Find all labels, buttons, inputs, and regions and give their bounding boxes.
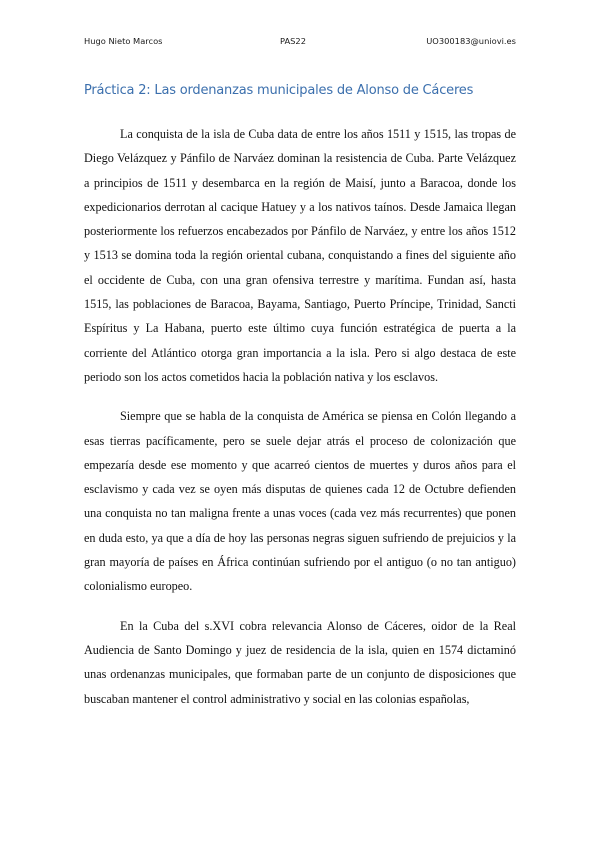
page-header (84, 36, 516, 50)
document-title: Práctica 2: Las ordenanzas municipales de Alonso de Cáceres (84, 83, 474, 98)
paragraph-3: En la Cuba del s.XVI cobra relevancia Alonso de Cáceres, oidor de la Real Audiencia de Santo Domingo y juez de residencia de la isla, quien en 1574 dictaminó unas ordenanzas municipales, que formaban parte de un conjunto de disposiciones que buscaban mantener el control administrativo y social en las colonias españolas, (84, 618, 516, 706)
document-body (84, 122, 516, 726)
paragraph-1: La conquista de la isla de Cuba data de entre los años 1511 y 1515, las tropas de Diego Velázquez y Pánfilo de Narváez dominan la resistencia de Cuba. Parte Velázquez a principios de 1511 y desembarca en la región de Maisí, junto a Baracoa, donde los expedicionarios derrotan al cacique Hatuey y a los nativos taínos. Desde Jamaica llegan posteriormente los refuerzos encabezados por Pánfilo de Narváez, y entre los años 1512 y 1513 se domina toda la región oriental cubana, conquistando a fines del siguiente año el occidente de Cuba, con una gran ofensiva terrestre y marítima. Fundan así, hasta 1515, las poblaciones de Baracoa, Bayama, Santiago, Puerto Príncipe, Trinidad, Sancti Espíritus y La Habana, puerto este último cuya función estratégica de puerta a la corriente del Atlántico otorga gran importancia a la isla. Pero si algo destaca de este periodo son los actos cometidos hacia la población nativa y los esclavos. (84, 127, 516, 384)
header-email: UO300183@uniovi.es (426, 36, 516, 46)
header-author: Hugo Nieto Marcos (84, 36, 163, 46)
header-course: PAS22 (280, 36, 306, 46)
paragraph-2: Siempre que se habla de la conquista de América se piensa en Colón llegando a esas tierras pacíficamente, pero se suele dejar atrás el proceso de colonización que empezaría desde ese momento y que acarreó cientos de muertes y duros años para el esclavismo y cada vez se oyen más disputas de quienes cada 12 de Octubre defienden una conquista no tan maligna frente a unas voces (cada vez más recurrentes) que ponen en duda esto, ya que a día de hoy las personas negras siguen sufriendo de prejuicios y la gran mayoría de países en África continúan sufriendo por el antiguo (o no tan antiguo) colonialismo europeo. (84, 409, 516, 594)
